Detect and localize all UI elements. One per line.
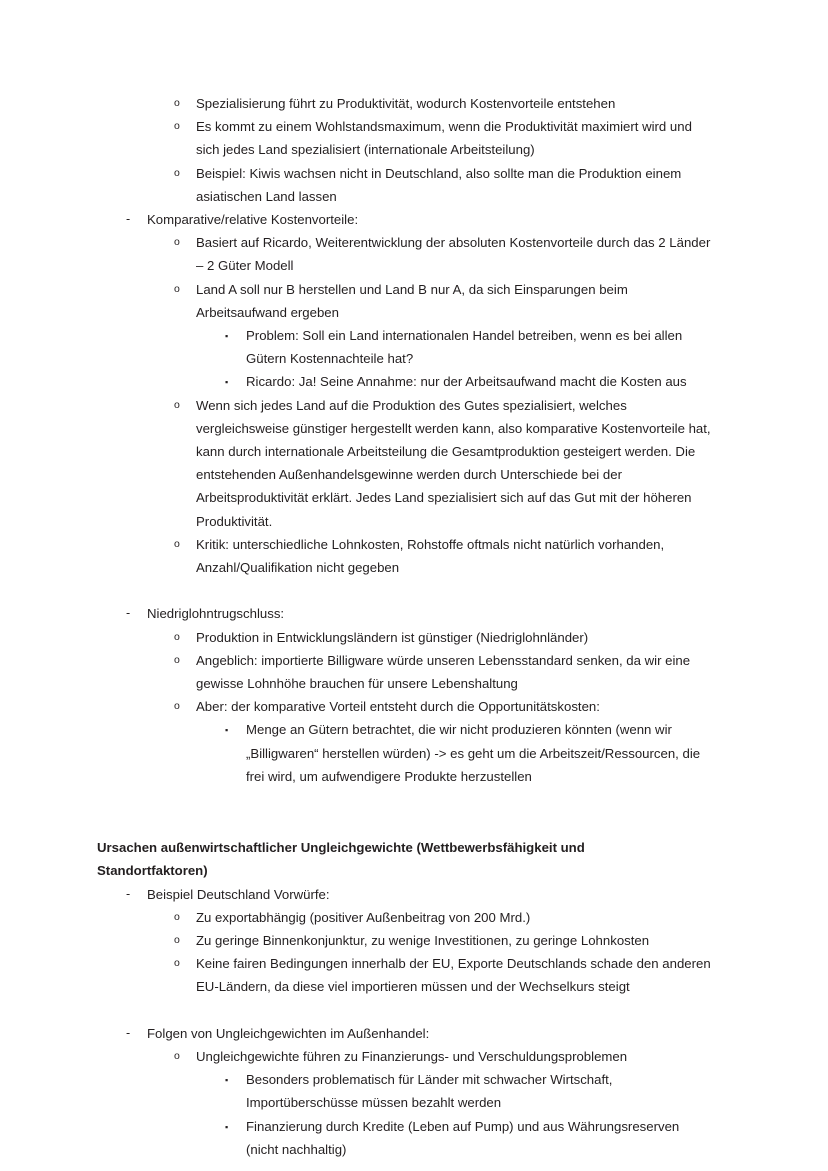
list-item-text: Besonders problematisch für Länder mit schwacher Wirtschaft, Importüberschüsse müssen bezahlt werden [246, 1072, 613, 1111]
list-item-text: Kritik: unterschiedliche Lohnkosten, Rohstoffe oftmals nicht natürlich vorhanden, Anzahl/Qualifikation nicht gegeben [196, 536, 665, 576]
list-item-text: Ungleichgewichte führen zu Finanzierungs- und Verschuldungsproblemen [196, 1049, 628, 1065]
list-item-text: Finanzierung durch Kredite (Leben auf Pump) und aus Währungsreserven (nicht nachhaltig) [246, 1118, 680, 1157]
list-bullet-level-3: ▪ [225, 377, 229, 388]
document-body [97, 92, 713, 1161]
list-bullet-level-2: o [174, 166, 180, 179]
list-bullet-level-2: o [174, 934, 180, 947]
list-bullet-level-2: o [174, 97, 180, 109]
list-item [97, 602, 713, 625]
list-item [97, 208, 713, 231]
list-item-text: Spezialisierung führt zu Produktivität, wodurch Kostenvorteile entstehen [196, 96, 616, 111]
list-item-text: Niedriglohntrugschluss: [147, 606, 285, 622]
list-bullet-level-2: o [174, 910, 180, 923]
list-item [97, 162, 713, 208]
list-bullet-level-2: o [174, 957, 180, 970]
list-item [97, 649, 713, 695]
list-item [97, 883, 713, 906]
list-bullet-level-1: - [126, 1025, 131, 1040]
list-bullet-level-2: o [174, 653, 180, 666]
list-item [97, 278, 713, 324]
paragraph-spacer [97, 999, 713, 1022]
list-item-text: Problem: Soll ein Land internationalen Handel betreiben, wenn es bei allen Gütern Kostennachteile hat? [246, 328, 683, 367]
list-bullet-level-1: - [126, 606, 131, 621]
list-item [97, 626, 713, 649]
list-item [97, 695, 713, 718]
list-bullet-level-3: ▪ [225, 331, 229, 342]
list-item [97, 1022, 713, 1045]
list-item [97, 231, 713, 277]
list-item [97, 370, 713, 393]
paragraph-spacer [97, 579, 713, 602]
list-item [97, 533, 713, 579]
list-bullet-level-2: o [174, 537, 180, 550]
list-bullet-level-2: o [174, 630, 180, 643]
list-item [97, 1045, 713, 1068]
list-item-text: Komparative/relative Kostenvorteile: [147, 212, 359, 228]
list-item [97, 92, 713, 115]
list-item [97, 718, 713, 788]
list-item [97, 115, 713, 161]
list-bullet-level-1: - [126, 212, 131, 227]
list-item-text: Basiert auf Ricardo, Weiterentwicklung der absoluten Kostenvorteile durch das 2 Länder – 2 Güter Modell [196, 235, 711, 274]
section-heading: Ursachen außenwirtschaftlicher Ungleichgewichte (Wettbewerbsfähigkeit und Standortfaktoren) [97, 840, 585, 879]
list-item-text: Land A soll nur B herstellen und Land B nur A, da sich Einsparungen beim Arbeitsaufwand ergeben [196, 281, 628, 320]
list-item [97, 1115, 713, 1161]
list-bullet-level-2: o [174, 700, 180, 713]
list-item-text: Folgen von Ungleichgewichten im Außenhandel: [147, 1025, 430, 1041]
list-item-text: Zu exportabhängig (positiver Außenbeitrag von 200 Mrd.) [196, 909, 531, 925]
list-bullet-level-3: ▪ [225, 725, 229, 736]
list-bullet-level-2: o [174, 282, 180, 295]
list-item-text: Menge an Gütern betrachtet, die wir nicht produzieren könnten (wenn wir „Billigwaren“ herstellen würden) -> es geht um die Arbeitszeit/Ressourcen, die frei wird, um aufwendigere Produkte herzustellen [246, 722, 701, 784]
list-item [97, 929, 713, 952]
list-item-text: Zu geringe Binnenkonjunktur, zu wenige Investitionen, zu geringe Lohnkosten [196, 933, 650, 949]
paragraph-spacer [97, 813, 713, 836]
list-item [97, 394, 713, 533]
paragraph-spacer [97, 788, 713, 813]
list-bullet-level-2: o [174, 1050, 180, 1063]
list-item-text: Wenn sich jedes Land auf die Produktion des Gutes spezialisiert, welches vergleichsweise günstiger hergestellt werden kann, also komparative Kostenvorteile hat, kann durch internationale Arbeitsteilung die Gesamtproduktion gesteigert werden. Die entstehenden Außenhandelsgewinne werden durch Unterschiede bei der Arbeitsproduktivität erklärt. Jedes Land spezialisiert sich auf das Gut mit der höheren Produktivität. [196, 397, 711, 529]
list-bullet-level-3: ▪ [225, 1121, 229, 1132]
list-item-text: Aber: der komparative Vorteil entsteht durch die Opportunitätskosten: [196, 699, 600, 715]
list-bullet-level-3: ▪ [225, 1075, 229, 1086]
list-bullet-level-1: - [126, 886, 131, 901]
list-item [97, 906, 713, 929]
list-bullet-level-2: o [174, 236, 180, 249]
list-item [97, 324, 713, 370]
list-item [97, 1068, 713, 1114]
list-item [97, 952, 713, 998]
list-item-text: Beispiel Deutschland Vorwürfe: [147, 886, 330, 902]
list-item-text: Es kommt zu einem Wohlstandsmaximum, wenn die Produktivität maximiert wird und sich jedes Land spezialisiert (internationale Arbeitsteilung) [196, 119, 692, 158]
list-item-text: Beispiel: Kiwis wachsen nicht in Deutschland, also sollte man die Produktion einem asiatischen Land lassen [196, 165, 682, 204]
list-bullet-level-2: o [174, 120, 180, 133]
list-item-text: Angeblich: importierte Billigware würde unseren Lebensstandard senken, da wir eine gewisse Lohnhöhe brauchen für unsere Lebenshaltung [196, 652, 691, 692]
list-bullet-level-2: o [174, 398, 180, 411]
list-item-text: Produktion in Entwicklungsländern ist günstiger (Niedriglohnländer) [196, 629, 589, 645]
list-item-text: Ricardo: Ja! Seine Annahme: nur der Arbeitsaufwand macht die Kosten aus [246, 374, 687, 390]
list-item-text: Keine fairen Bedingungen innerhalb der EU, Exporte Deutschlands schade den anderen EU-Ländern, da diese viel importieren müssen und der Wechselkurs steigt [196, 956, 711, 995]
